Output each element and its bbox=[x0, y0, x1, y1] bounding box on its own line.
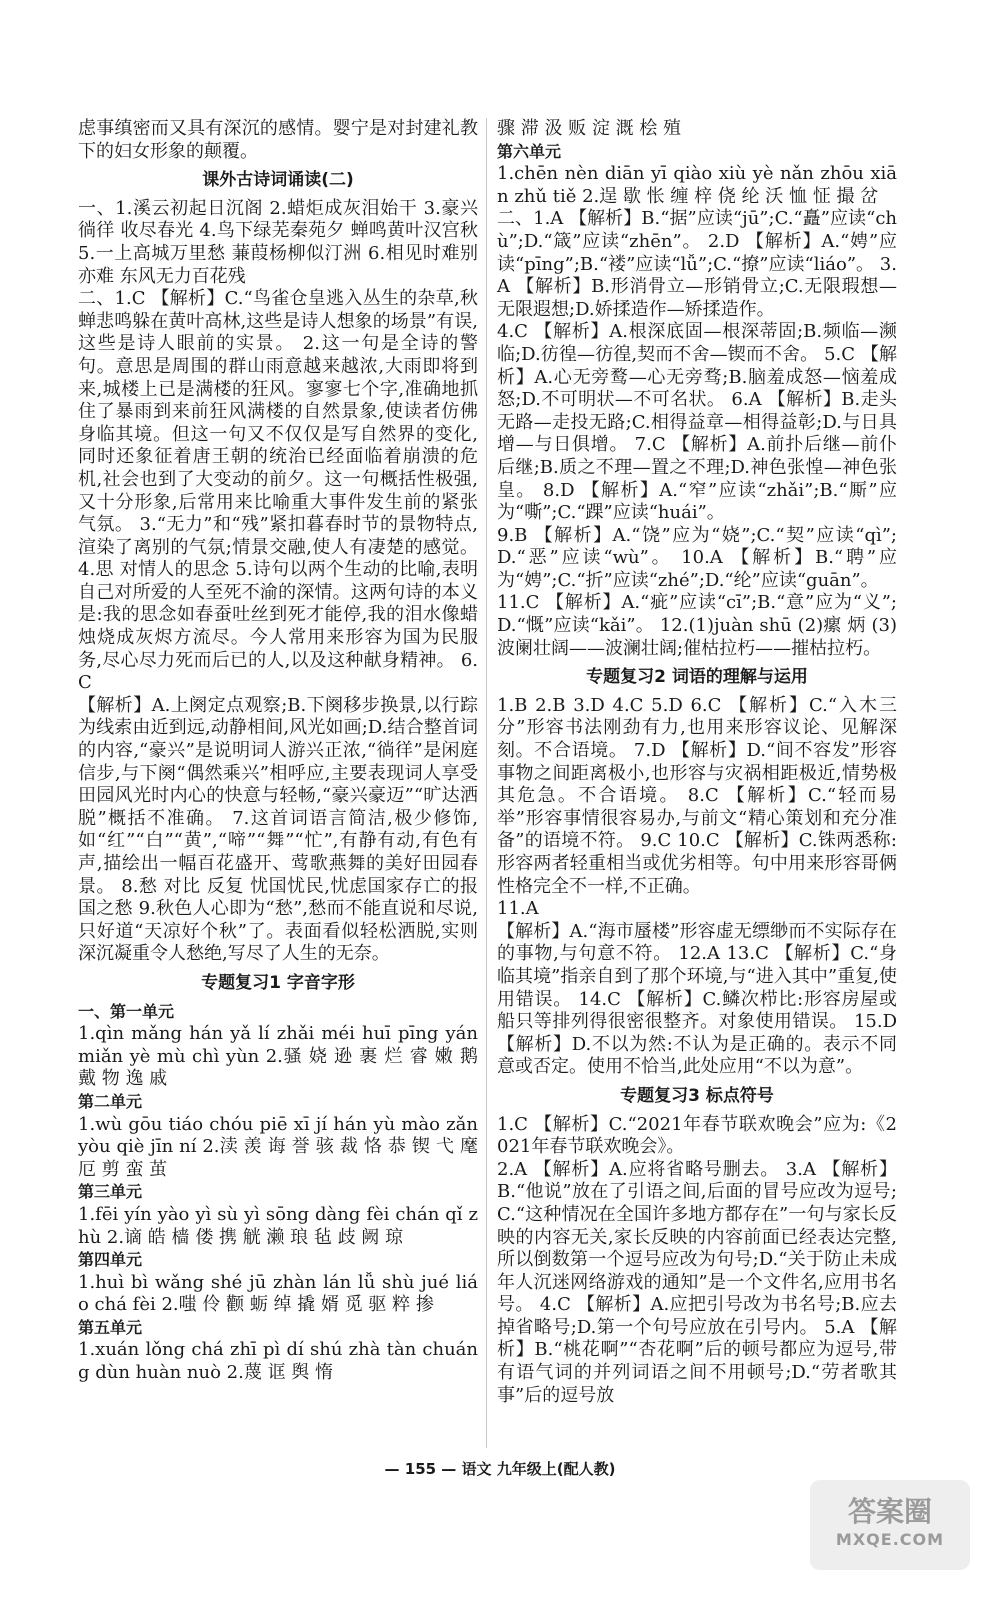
answer-paragraph: 1.B 2.B 3.D 4.C 5.D 6.C 【解析】C.“入木三分”形容书法刚劲有力,也用来形容议论、见解深刻。不合语境。 7.D 【解析】D.“间不容发”形容事物之间距离极小,也形容与灾祸相距极近,情势极其危急。不合语境。 8.C 【解析】C.“轻而易举”形容事情很容易办,与前文“精心策划和充分准备”的语境不符。 9.C 10.C 【解析】C.铢两悉称:形容两者轻重相当或优劣相等。句中用来形容哥俩性格完全不一样,不正确。 bbox=[497, 694, 897, 897]
answer-paragraph: 二、1.C 【解析】C.“鸟雀仓皇逃入丛生的杂草,秋蝉悲鸣躲在黄叶高林,这些是诗人想象的场景”有误,这些是诗人眼前的实景。 2.这一句是全诗的警句。意思是周围的群山雨意越来越浓,大雨即将到来,城楼上已是满楼的狂风。寥寥七个字,准确地抓住了暴雨到来前狂风满楼的自然景象,使读者仿佛身临其境。但这一句又不仅仅是写自然界的变化,同时还象征着唐王朝的统治已经面临着崩溃的危机,社会也到了大变动的前夕。这一句概括性极强,又十分形象,后常用来比喻重大事件发生前的紧张气氛。 3.“无力”和“残”紧扣暮春时节的景物特点,渲染了离别的气氛;情景交融,使人有凄楚的感觉。 4.思 对情人的思念 5.诗句以两个生动的比喻,表明自己对所爱的人至死不渝的深情。这两句诗的本义是:我的思念如春蚕吐丝到死才能停,我的泪水像蜡烛烧成灰烬方流尽。今人常用来形容为国为民服务,尽心尽力死而后已的人,以及这种献身精神。 6.C bbox=[78, 288, 478, 694]
unit-heading: 第六单元 bbox=[497, 141, 562, 161]
watermark-title: 答案圈 bbox=[847, 1495, 932, 1528]
answer-paragraph: 1.wù gōu tiáo chóu piē xī jí hán yù mào zǎn yòu qiè jīn ní 2.渎 羡 诲 誉 骇 裁 恪 恭 锲 弋 麾 厄 剪 蛮 茧 bbox=[78, 1113, 478, 1180]
answer-paragraph: 9.B 【解析】A.“饶”应为“娆”;C.“契”应读“qì”;D.“恶”应读“wù”。 10.A 【解析】B.“聘”应为“娉”;C.“折”应读“zhé”;D.“纶”应读“guān”。 bbox=[497, 524, 897, 591]
section-heading: 专题复习2 词语的理解与运用 bbox=[586, 667, 808, 688]
answer-paragraph: 1.fēi yín yào yì sù yì sōng dàng fèi chán qǐ zhù 2.谪 皓 樯 偻 携 觥 濑 琅 毡 歧 阙 琼 bbox=[78, 1203, 478, 1248]
answer-paragraph: 1.huì bì wǎng shé jū zhàn lán lǚ shù jué liáo chá fèi 2.嗤 伶 颧 蛎 绰 撬 婿 觅 驱 粹 掺 bbox=[78, 1271, 478, 1316]
unit-heading: 第三单元 bbox=[78, 1182, 143, 1202]
right-column bbox=[497, 118, 897, 1407]
answer-paragraph: 【解析】A.“海市蜃楼”形容虚无缥缈而不实际存在的事物,与句意不符。 12.A 13.C 【解析】C.“身临其境”指亲自到了那个环境,与“进入其中”重复,使用错误。 14.C 【解析】C.鳞次栉比:形容房屋或船只等排列得很密很整齐。对象使用错误。 15.D 【解析】D.不以为然:不认为是正确的。表示不同意或否定。使用不恰当,此处应用“不以为意”。 bbox=[497, 920, 897, 1078]
answer-paragraph: 11.C 【解析】A.“疵”应读“cī”;B.“意”应为“义”;D.“慨”应读“kǎi”。 12.(1)juàn shū (2)瘰 炳 (3)波阑壮阔——波澜壮阔;催枯拉朽——摧枯拉朽。 bbox=[497, 592, 897, 659]
watermark-url: MXQE.COM bbox=[835, 1530, 945, 1549]
page-footer: — 155 — 语文 九年级上(配人教) bbox=[384, 1460, 616, 1478]
section-heading: 课外古诗词诵读(二) bbox=[202, 170, 354, 191]
unit-heading: 第五单元 bbox=[78, 1317, 143, 1337]
unit-heading: 第二单元 bbox=[78, 1091, 143, 1111]
left-column bbox=[78, 118, 478, 1385]
answer-paragraph: 二、1.A 【解析】B.“据”应读“jū”;C.“矗”应读“chù”;D.“箴”应读“zhēn”。 2.D 【解析】A.“娉”应读“pīng”;B.“褛”应读“lǚ”;C.“撩”应读“liáo”。 3.A 【解析】B.形消骨立—形销骨立;C.无限瑕想—无限遐想;D.娇揉造作—矫揉造作。 bbox=[497, 208, 897, 320]
answer-paragraph: 一、1.溪云初起日沉阁 2.蜡炬成灰泪始干 3.豪兴徜徉 收尽春光 4.鸟下绿芜秦苑夕 蝉鸣黄叶汉宫秋 5.一上高城万里愁 蒹葭杨柳似汀洲 6.相见时难别亦难 东风无力百花残 bbox=[78, 197, 478, 287]
answer-paragraph: 虑事缜密而又具有深沉的感情。婴宁是对封建礼教下的妇女形象的颠覆。 bbox=[78, 118, 478, 162]
column-divider bbox=[486, 118, 487, 1448]
unit-heading: 第四单元 bbox=[78, 1250, 143, 1270]
section-heading: 专题复习3 标点符号 bbox=[620, 1085, 774, 1106]
answer-paragraph: 1.qìn mǎng hán yǎ lí zhǎi méi huī pīng yán miǎn yè mù chì yùn 2.骚 娆 逊 裹 烂 睿 嫩 鹅 戴 物 逸 戚 bbox=[78, 1023, 478, 1090]
watermark-logo bbox=[810, 1480, 970, 1570]
answer-paragraph: 2.A 【解析】A.应将省略号删去。 3.A 【解析】B.“他说”放在了引语之间,后面的冒号应改为逗号;C.“这种情况在全国许多地方都存在”一句与家长反映的内容无关,家长反映的内容前面已经表达完整,所以倒数第一个逗号应改为句号;D.“关于防止未成年人沉迷网络游戏的通知”是一个文件名,应用书名号。 4.C 【解析】A.应把引号改为书名号;B.应去掉省略号;D.第一个句号应放在引号内。 5.A 【解析】B.“桃花啊”“杏花啊”后的顿号都应为逗号,带有语气词的并列词语之间不用顿号;D.“劳者歌其事”后的逗号放 bbox=[497, 1158, 897, 1406]
unit-heading: 一、第一单元 bbox=[78, 1001, 175, 1021]
answer-paragraph: 1.chēn nèn diān yī qiào xiù yè nǎn zhōu xiān zhǔ tiě 2.逞 歇 怅 缠 梓 侥 纶 沃 恤 怔 撮 岔 bbox=[497, 163, 897, 207]
answer-paragraph: 骤 滞 汲 贩 淀 溉 桧 殖 bbox=[497, 118, 682, 139]
answer-paragraph: 4.C 【解析】A.根深底固—根深蒂固;B.频临—濒临;D.彷徨—彷徨,契而不舍—锲而不舍。 5.C 【解析】A.心无旁鹜—心无旁骛;B.脑羞成怒—恼羞成怒;D.不可明状—不可名状。 6.A 【解析】B.走头无路—走投无路;C.相得益章—相得益彰;D.与日具增—与日俱增。 7.C 【解析】A.前扑后继—前仆后继;B.质之不理—置之不理;D.神色张惶—神色张皇。 8.D 【解析】A.“窄”应读“zhǎi”;B.“厮”应为“嘶”;C.“踝”应读“huái”。 bbox=[497, 321, 897, 524]
answer-paragraph: 11.A bbox=[497, 898, 539, 920]
section-heading: 专题复习1 字音字形 bbox=[201, 972, 355, 993]
answer-paragraph: 1.C 【解析】C.“2021年春节联欢晚会”应为:《2021年春节联欢晚会》。 bbox=[497, 1113, 897, 1158]
answer-paragraph: 1.xuán lǒng chá zhī pì dí shú zhà tàn chuáng dùn huàn nuò 2.蔑 诓 舆 惰 bbox=[78, 1339, 478, 1384]
answer-paragraph: 【解析】A.上阕定点观察;B.下阕移步换景,以行踪为线索由近到远,动静相间,风光如画;D.结合整首词的内容,“豪兴”是说明词人游兴正浓,“徜徉”是闲庭信步,与下阕“偶然乘兴”相呼应,主要表现词人享受田园风光时内心的快意与轻畅,“豪兴豪迈”“旷达洒脱”概括不准确。 7.这首词语言简洁,极少修饰,如“红”“白”“黄”,“啼”“舞”“忙”,有静有动,有色有声,描绘出一幅百花盛开、莺歌燕舞的美好田园春景。 8.愁 对比 反复 忧国忧民,忧虑国家存亡的报国之愁 9.秋色人心即为“愁”,愁而不能直说和尽说,只好道“天凉好个秋”了。表面看似轻松洒脱,实则深沉凝重令人愁绝,写尽了人生的无奈。 bbox=[78, 694, 478, 965]
